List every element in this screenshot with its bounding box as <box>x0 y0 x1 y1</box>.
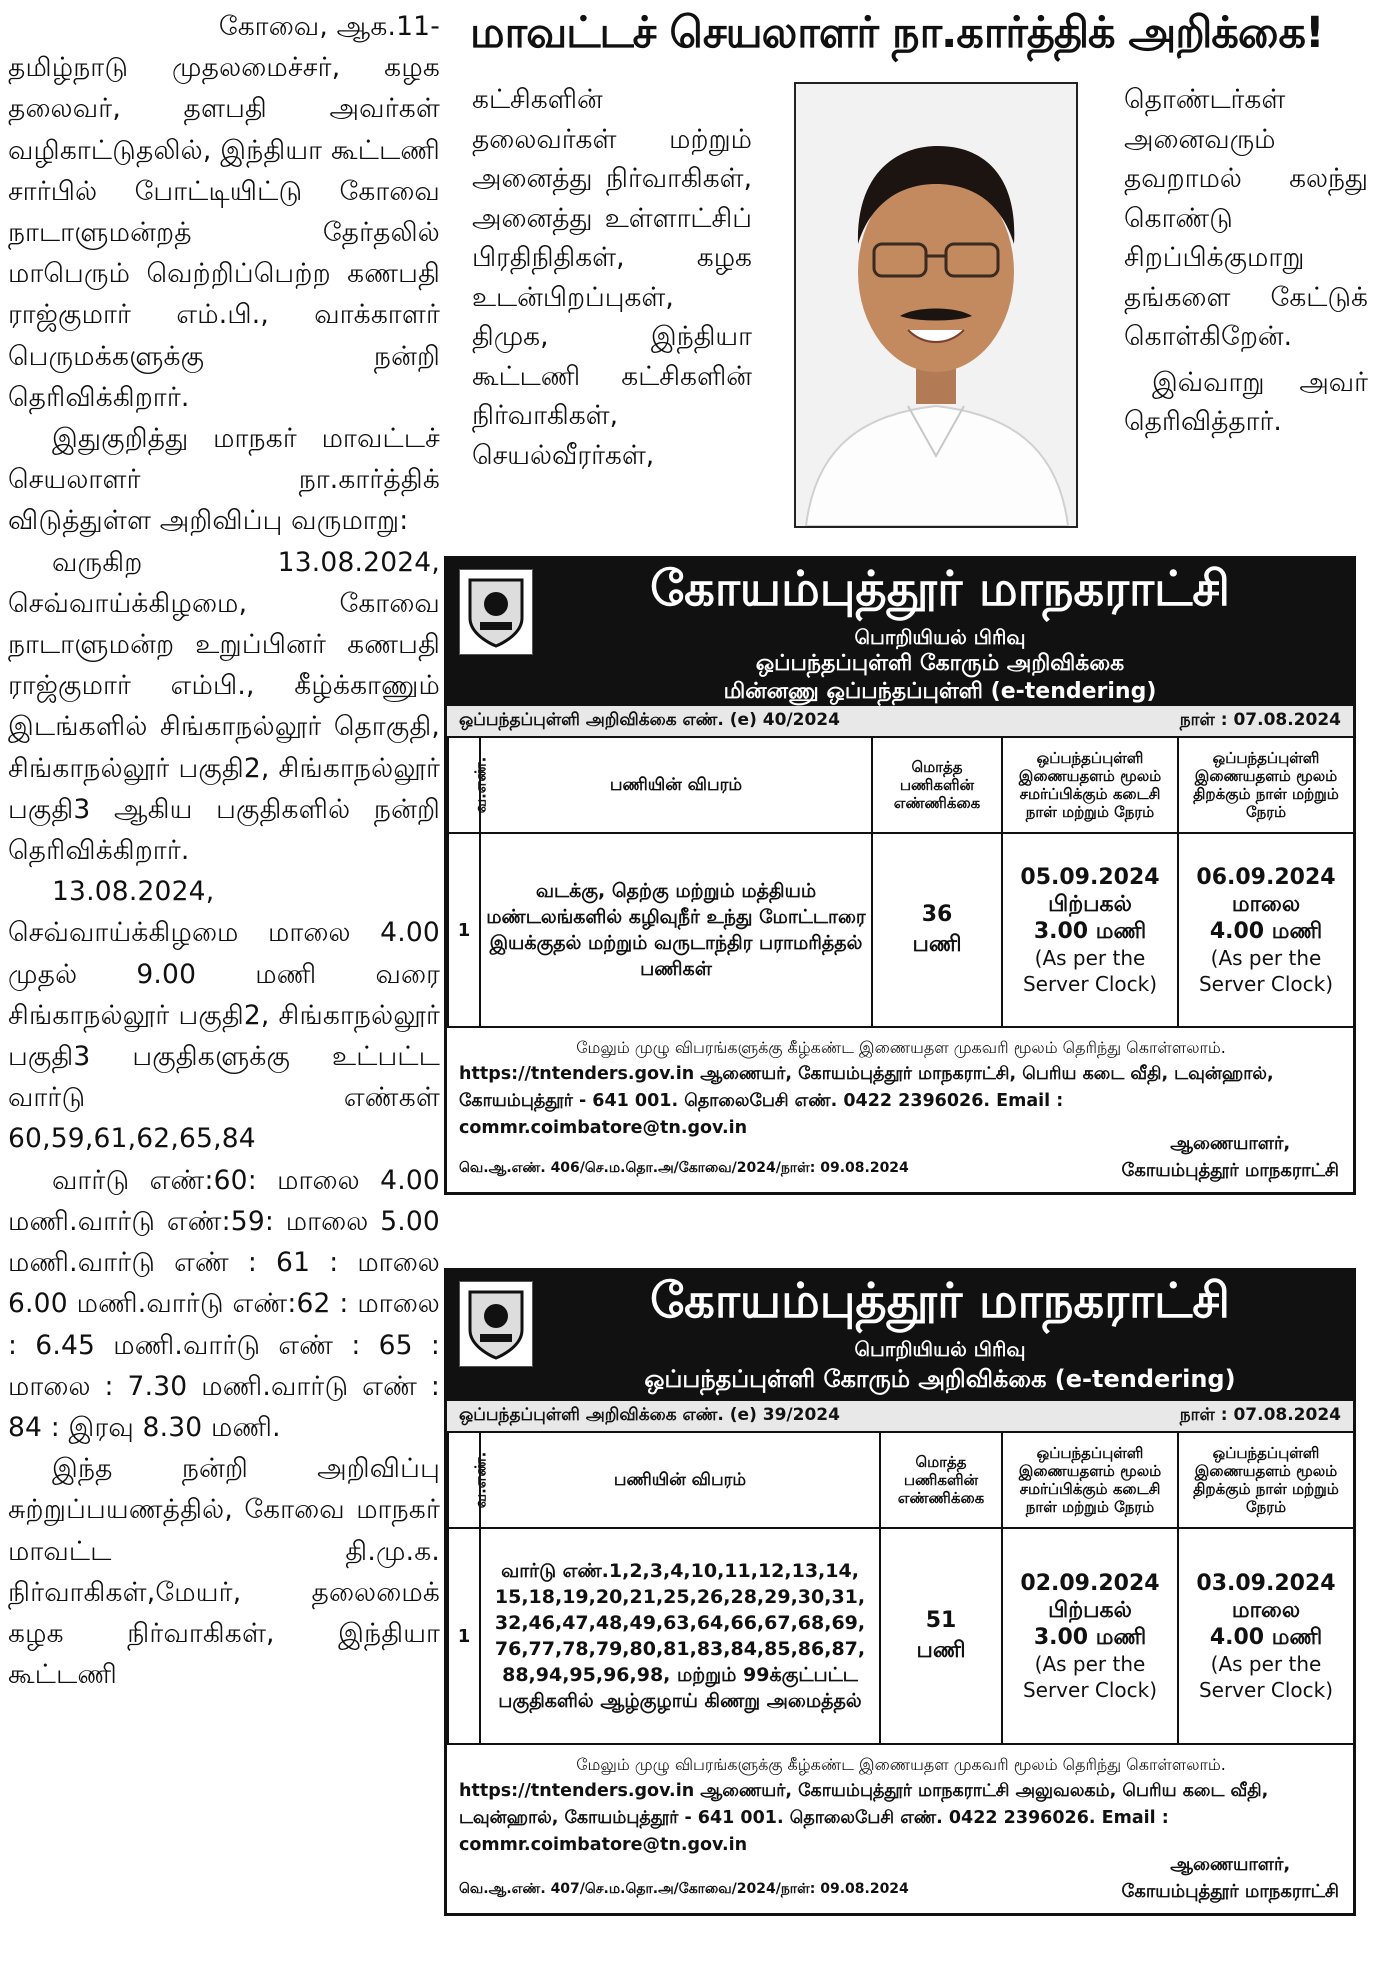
article-paragraph: இவ்வாறு அவர் தெரிவித்தார். <box>1124 366 1368 437</box>
article-paragraph: தொண்டர்கள் அனைவரும் தவறாமல் கலந்து கொண்டு சிறப்பிக்குமாறு தங்களை கேட்டுக் கொள்கிறேன். <box>1124 84 1368 352</box>
table-row <box>448 1528 1354 1744</box>
col-submit: ஒப்பந்தப்புள்ளி இணையதளம் மூலம் சமர்ப்பிக்கும் கடைசி நாள் மற்றும் நேரம் <box>1002 1432 1178 1528</box>
row-open: 06.09.2024 மாலை 4.00 மணி (As per the Server Clock) <box>1178 833 1354 1027</box>
emblem-icon <box>459 569 533 655</box>
article-paragraph: 13.08.2024, செவ்வாய்க்கிழமை மாலை 4.00 முதல் 9.00 மணி வரை சிங்காநல்லூர் பகுதி2, சிங்காநல்லூர் பகுதி3 பகுதிகளுக்கு உட்பட்ட வார்டு எண்கள் 60,59,61,62,65,84 <box>8 876 440 1155</box>
col-open: ஒப்பந்தப்புள்ளி இணையதளம் மூலம் திறக்கும் நாள் மற்றும் நேரம் <box>1178 737 1354 833</box>
tender-footer <box>447 1745 1353 1913</box>
col-description: பணியின் விபரம் <box>480 737 872 833</box>
notice-meta <box>447 1401 1353 1431</box>
tender-title: கோயம்புத்தூர் மாநகராட்சி <box>650 561 1230 617</box>
emblem-icon <box>459 1281 533 1367</box>
notice-subheading: மின்னணு ஒப்பந்தப்புள்ளி (e-tendering) <box>723 679 1157 704</box>
footer-email: commr.coimbatore@tn.gov.in <box>459 1118 748 1138</box>
footer-intro: மேலும் முழு விபரங்களுக்கு கீழ்கண்ட இணையதள முகவரி மூலம் தெரிந்து கொள்ளலாம். <box>576 1038 1226 1057</box>
row-sno: 1 <box>448 833 480 1027</box>
signature-block: ஆணையாளர், கோயம்புத்தூர் மாநகராட்சி <box>1121 1854 1339 1902</box>
table-header-row <box>448 737 1354 833</box>
reference-number: வெ.ஆ.எண். 407/செ.ம.தொ.அ/கோவை/2024/நாள்: 09.08.2024 <box>459 1881 909 1897</box>
portrait-photo <box>794 82 1078 528</box>
article-paragraph: இதுகுறித்து மாநகர் மாவட்டச் செயலாளர் நா.கார்த்திக் விடுத்துள்ள அறிவிப்பு வருமாறு: <box>8 423 440 537</box>
tender-header <box>447 1271 1353 1431</box>
tender-notice-1 <box>444 556 1356 1195</box>
row-count: 51 பணி <box>880 1528 1002 1744</box>
article-paragraph: வருகிற 13.08.2024, செவ்வாய்க்கிழமை, கோவை நாடாளுமன்ற உறுப்பினர் கணபதி ராஜ்குமார் எம்பி., கீழ்க்காணும் இடங்களில் சிங்காநல்லூர் தொகுதி, சிங்காநல்லூர் பகுதி2, சிங்காநல்லூர் பகுதி3 ஆகிய பகுதிகளில் நன்றி தெரிவிக்கிறார். <box>8 546 440 867</box>
article-paragraph: தமிழ்நாடு முதலமைச்சர், கழக தலைவர், தளபதி அவர்கள் வழிகாட்டுதலில், இந்தியா கூட்டணி சார்பில் போட்டியிட்டு கோவை நாடாளுமன்றத் தேர்தலில் மாபெரும் வெற்றிப்பெற்ற கணபதி ராஜ்குமார் எம்.பி., வாக்காளர் பெருமக்களுக்கு நன்றி தெரிவிக்கிறார். <box>8 52 440 413</box>
tender-footer <box>447 1028 1353 1192</box>
row-description: வார்டு எண்.1,2,3,4,10,11,12,13,14, 15,18,19,20,21,25,26,28,29,30,31, 32,46,47,48,49,63,64,66,67,68,69, 76,77,78,79,80,81,83,84,85,86,87, 88,94,95,96,98, மற்றும் 99க்குட்பட்ட பகுதிகளில் ஆழ்குழாய் கிணறு அமைத்தல் <box>480 1528 880 1744</box>
footer-contact: https://tntenders.gov.in ஆணையர், கோயம்புத்தூர் மாநகராட்சி அலுவலகம், பெரிய கடை வீதி, டவுன்ஹால், கோயம்புத்தூர் - 641 001. தொலைபேசி எண். 0422 2396026. Email : commr.coimbatore@tn.gov.in <box>459 1781 1269 1855</box>
footer-intro: மேலும் முழு விபரங்களுக்கு கீழ்கண்ட இணையதள முகவரி மூலம் தெரிந்து கொள்ளலாம். <box>576 1755 1226 1774</box>
col-count: மொத்த பணிகளின் எண்ணிக்கை <box>872 737 1002 833</box>
notice-date: நாள் : 07.08.2024 <box>1179 1405 1341 1425</box>
row-description: வடக்கு, தெற்கு மற்றும் மத்தியம் மண்டலங்களில் கழிவுநீர் உந்து மோட்டாரை இயக்குதல் மற்றும் வருடாந்திர பராமரித்தல் பணிகள் <box>480 833 872 1027</box>
department: பொறியியல் பிரிவு <box>854 625 1026 649</box>
reference-number: வெ.ஆ.எண். 406/செ.ம.தொ.அ/கோவை/2024/நாள்: 09.08.2024 <box>459 1160 909 1176</box>
row-submit: 02.09.2024 பிற்பகல் 3.00 மணி (As per the Server Clock) <box>1002 1528 1178 1744</box>
notice-meta <box>447 706 1353 736</box>
article-paragraph: வார்டு எண்:60: மாலை 4.00 மணி.வார்டு எண்:59: மாலை 5.00 மணி.வார்டு எண் : 61 : மாலை 6.00 மணி.வார்டு எண்:62 : மாலை : 6.45 மணி.வார்டு எண் : 65 : மாலை : 7.30 மணி.வார்டு எண் : 84 : இரவு 8.30 மணி. <box>8 1164 440 1443</box>
left-article-column <box>8 6 440 1695</box>
table-header-row <box>448 1432 1354 1528</box>
col-sno: வ.எண். <box>448 1432 480 1528</box>
tender-title: கோயம்புத்தூர் மாநகராட்சி <box>650 1273 1230 1329</box>
tender-header <box>447 559 1353 736</box>
col-submit: ஒப்பந்தப்புள்ளி இணையதளம் மூலம் சமர்ப்பிக்கும் கடைசி நாள் மற்றும் நேரம் <box>1002 737 1178 833</box>
row-open: 03.09.2024 மாலை 4.00 மணி (As per the Server Clock) <box>1178 1528 1354 1744</box>
signature-block: ஆணையாளர், கோயம்புத்தூர் மாநகராட்சி <box>1121 1133 1339 1181</box>
notice-heading: ஒப்பந்தப்புள்ளி கோரும் அறிவிக்கை <box>755 651 1125 676</box>
row-count: 36 பணி <box>872 833 1002 1027</box>
dateline: கோவை, ஆக.11- <box>218 11 440 42</box>
notice-number: ஒப்பந்தப்புள்ளி அறிவிக்கை எண். (e) 40/2024 <box>459 710 840 730</box>
tender-notice-2 <box>444 1268 1356 1916</box>
headline: மாவட்டச் செயலாளர் நா.கார்த்திக் அறிக்கை! <box>470 8 1324 58</box>
portrait-image <box>796 84 1076 526</box>
middle-article-column <box>472 80 752 475</box>
col-description: பணியின் விபரம் <box>480 1432 880 1528</box>
article-paragraph: இந்த நன்றி அறிவிப்பு சுற்றுப்பயணத்தில், கோவை மாநகர் மாவட்ட தி.மு.க. நிர்வாகிகள்,மேயர், தலைமைக் கழக நிர்வாகிகள், இந்தியா கூட்டணி <box>8 1453 440 1691</box>
notice-number: ஒப்பந்தப்புள்ளி அறிவிக்கை எண். (e) 39/2024 <box>459 1405 840 1425</box>
article-paragraph: கட்சிகளின் தலைவர்கள் மற்றும் அனைத்து நிர்வாகிகள், அனைத்து உள்ளாட்சிப் பிரதிநிதிகள், கழக உடன்பிறப்புகள், திமுக, இந்தியா கூட்டணி கட்சிகளின் நிர்வாகிகள், செயல்வீரர்கள், <box>472 84 752 471</box>
row-sno: 1 <box>448 1528 480 1744</box>
department: பொறியியல் பிரிவு <box>854 1337 1026 1361</box>
row-submit: 05.09.2024 பிற்பகல் 3.00 மணி (As per the Server Clock) <box>1002 833 1178 1027</box>
tender-table <box>447 736 1355 1028</box>
col-open: ஒப்பந்தப்புள்ளி இணையதளம் மூலம் திறக்கும் நாள் மற்றும் நேரம் <box>1178 1432 1354 1528</box>
footer-contact: https://tntenders.gov.in ஆணையர், கோயம்புத்தூர் மாநகராட்சி, பெரிய கடை வீதி, டவுன்ஹால், கோயம்புத்தூர் - 641 001. தொலைபேசி எண். 0422 2396026. Email : <box>459 1064 1274 1111</box>
table-row <box>448 833 1354 1027</box>
col-sno: வ.எண். <box>448 737 480 833</box>
tender-table <box>447 1431 1355 1745</box>
right-article-column <box>1124 80 1368 442</box>
notice-date: நாள் : 07.08.2024 <box>1179 710 1341 730</box>
notice-heading: ஒப்பந்தப்புள்ளி கோரும் அறிவிக்கை (e-tendering) <box>644 1365 1236 1393</box>
col-count: மொத்த பணிகளின் எண்ணிக்கை <box>880 1432 1002 1528</box>
